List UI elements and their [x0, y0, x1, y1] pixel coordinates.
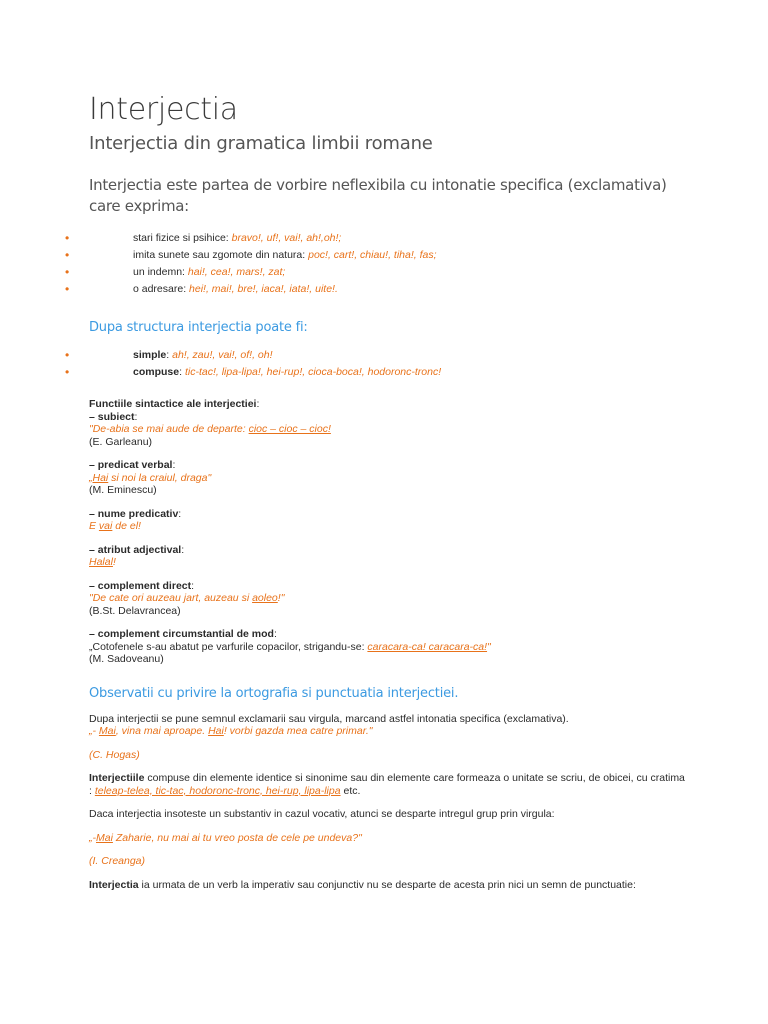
list-item: • un indemn: hai!, cea!, mars!, zat; — [65, 265, 286, 279]
section-heading-structure: Dupa structura interjectia poate fi: — [89, 320, 308, 335]
list-item: • o adresare: hei!, mai!, bre!, iaca!, iata!, uite!. — [65, 282, 338, 296]
functions-block: Functiile sintactice ale interjectiei: – subiect: "De-abia se mai aude de departe: cioc – cioc – cioc! (E. Garleanu) – predicat verbal: „Hai si noi la craiul, draga" (M. Eminescu) – nume predicativ: E vai de el! – atribut adjectival: Halal! – complement direct: "De cate ori auzeau jart, auzeau si aoleo!" (B.St. Delavrancea) – complement circumstantial de mod: „Cotofenele s-au abatut pe varfurile copacilor, strigandu-se: caracara-ca! caracara-ca!" (M. Sadoveanu) — [89, 398, 491, 665]
bullet-icon: • — [65, 282, 70, 296]
bullet-icon: • — [65, 248, 70, 262]
bullet-icon: • — [65, 265, 70, 279]
list-item: • stari fizice si psihice: bravo!, uf!, vai!, ah!,oh!; — [65, 231, 342, 245]
bullet-icon: • — [65, 231, 70, 245]
section-heading-observations: Observatii cu privire la ortografia si punctuatia interjectiei. — [89, 685, 459, 701]
page-title: Interjectia — [89, 92, 238, 127]
document-page — [65, 92, 689, 891]
bullet-icon: • — [65, 348, 70, 362]
expression-list — [65, 230, 689, 298]
page-subtitle: Interjectia din gramatica limbii romane — [89, 133, 433, 154]
bullet-icon: • — [65, 365, 70, 379]
intro-paragraph: Interjectia este partea de vorbire neflexibila cu intonatie specifica (exclamativa) care exprima: — [89, 176, 667, 215]
list-item: • compuse: tic-tac!, lipa-lipa!, hei-rup!, cioca-boca!, hodoronc-tronc! — [65, 365, 442, 379]
list-item: • simple: ah!, zau!, vai!, of!, oh! — [65, 348, 273, 362]
structure-list — [65, 347, 689, 381]
list-item: • imita sunete sau zgomote din natura: poc!, cart!, chiau!, tiha!, fas; — [65, 248, 437, 262]
observation-paragraph: Dupa interjectii se pune semnul exclamarii sau virgula, marcand astfel intonatia specifica (exclamativa). „- Mai, vina mai aproape. Hai! vorbi gazda mea catre primar." (C. Hogas) Interjectiile compuse din elemente identice si sinonime sau din elemente care formeaza o unitate se scriu, de obicei, cu cratima : teleap-telea, tic-tac, hodoronc-tronc, hei-rup, lipa-lipa etc. Daca interjectia insoteste un substantiv in cazul vocativ, atunci se desparte intregul grup prin virgula: „-Mai Zaharie, nu mai ai tu vreo posta de cele pe undeva?" (I. Creanga) Interjectia ia urmata de un verb la imperativ sau conjunctiv nu se desparte de acesta prin nici un semn de punctuatie: — [89, 712, 685, 891]
